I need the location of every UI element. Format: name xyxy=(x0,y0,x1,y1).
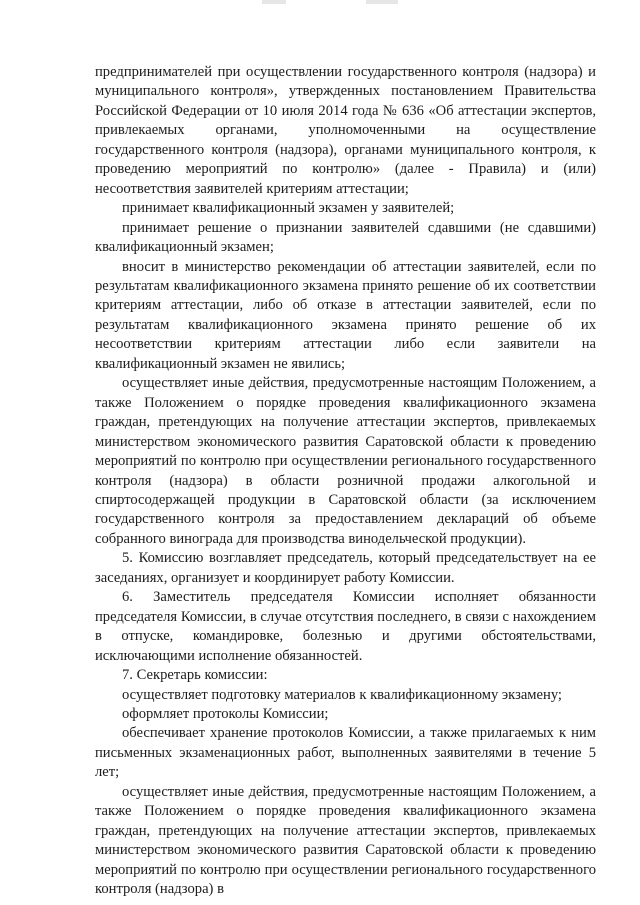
paragraph: 6. Заместитель председателя Комиссии исполняет обязанности председателя Комиссии, в случае отсутствия последнего, в связи с нахождением в отпуске, командировке, болезнью и другими обстоятельствами, исключающими исполнение обязанностей. xyxy=(95,589,596,664)
paragraph: 7. Секретарь комиссии: xyxy=(122,667,268,684)
scan-artifact xyxy=(366,0,398,4)
paragraph: оформляет протоколы Комиссии; xyxy=(122,705,329,722)
paragraph: осуществляет подготовку материалов к квалификационному экзамену; xyxy=(122,686,562,703)
paragraph: обеспечивает хранение протоколов Комиссии, а также прилагаемых к ним письменных экзаменационных работ, выполненных заявителями в течение 5 лет; xyxy=(95,725,596,781)
paragraph: осуществляет иные действия, предусмотренные настоящим Положением, а также Положением о порядке проведения квалификационного экзамена граждан, претендующих на получение аттестации экспертов, привлекаемых министерством экономического развития Саратовской области к проведению мероприятий по контролю при осуществлении регионального государственного контроля (надзора) в области розничной продажи алкогольной и спиртосодержащей продукции в Саратовской области (за исключением государственного контроля за предоставлением деклараций об объеме собранного винограда для производства винодельческой продукции). xyxy=(95,375,596,547)
paragraph: предпринимателей при осуществлении государственного контроля (надзора) и муниципального контроля», утвержденных постановлением Правительства Российской Федерации от 10 июля 2014 года № 636 «Об аттестации экспертов, привлекаемых органами, уполномоченными на осуществление государственного контроля (надзора), органами муниципального контроля, к проведению мероприятий по контролю» (далее - Правила) и (или) несоответствия заявителей критериям аттестации; xyxy=(95,64,596,197)
paragraph: принимает квалификационный экзамен у заявителей; xyxy=(122,200,455,217)
paragraph: принимает решение о признании заявителей сдавшими (не сдавшими) квалификационный экзамен; xyxy=(95,219,596,256)
paragraph: вносит в министерство рекомендации об аттестации заявителей, если по результатам квалификационного экзамена принято решение об их соответствии критериям аттестации, либо об отказе в аттестации заявителей, если по результатам квалификационного экзамена принято решение об их несоответствии критериям аттестации либо если заявители на квалификационный экзамен не явились; xyxy=(95,258,596,372)
document-body xyxy=(95,63,596,899)
scan-artifact xyxy=(262,0,286,4)
paragraph: 5. Комиссию возглавляет председатель, который председательствует на ее заседаниях, организует и координирует работу Комиссии. xyxy=(95,550,596,586)
paragraph: осуществляет иные действия, предусмотренные настоящим Положением, а также Положением о порядке проведения квалификационного экзамена граждан, претендующих на получение аттестации экспертов, привлекаемых министерством экономического развития Саратовской области к проведению мероприятий по контролю при осуществлении регионального государственного контроля (надзора) в xyxy=(95,783,596,898)
